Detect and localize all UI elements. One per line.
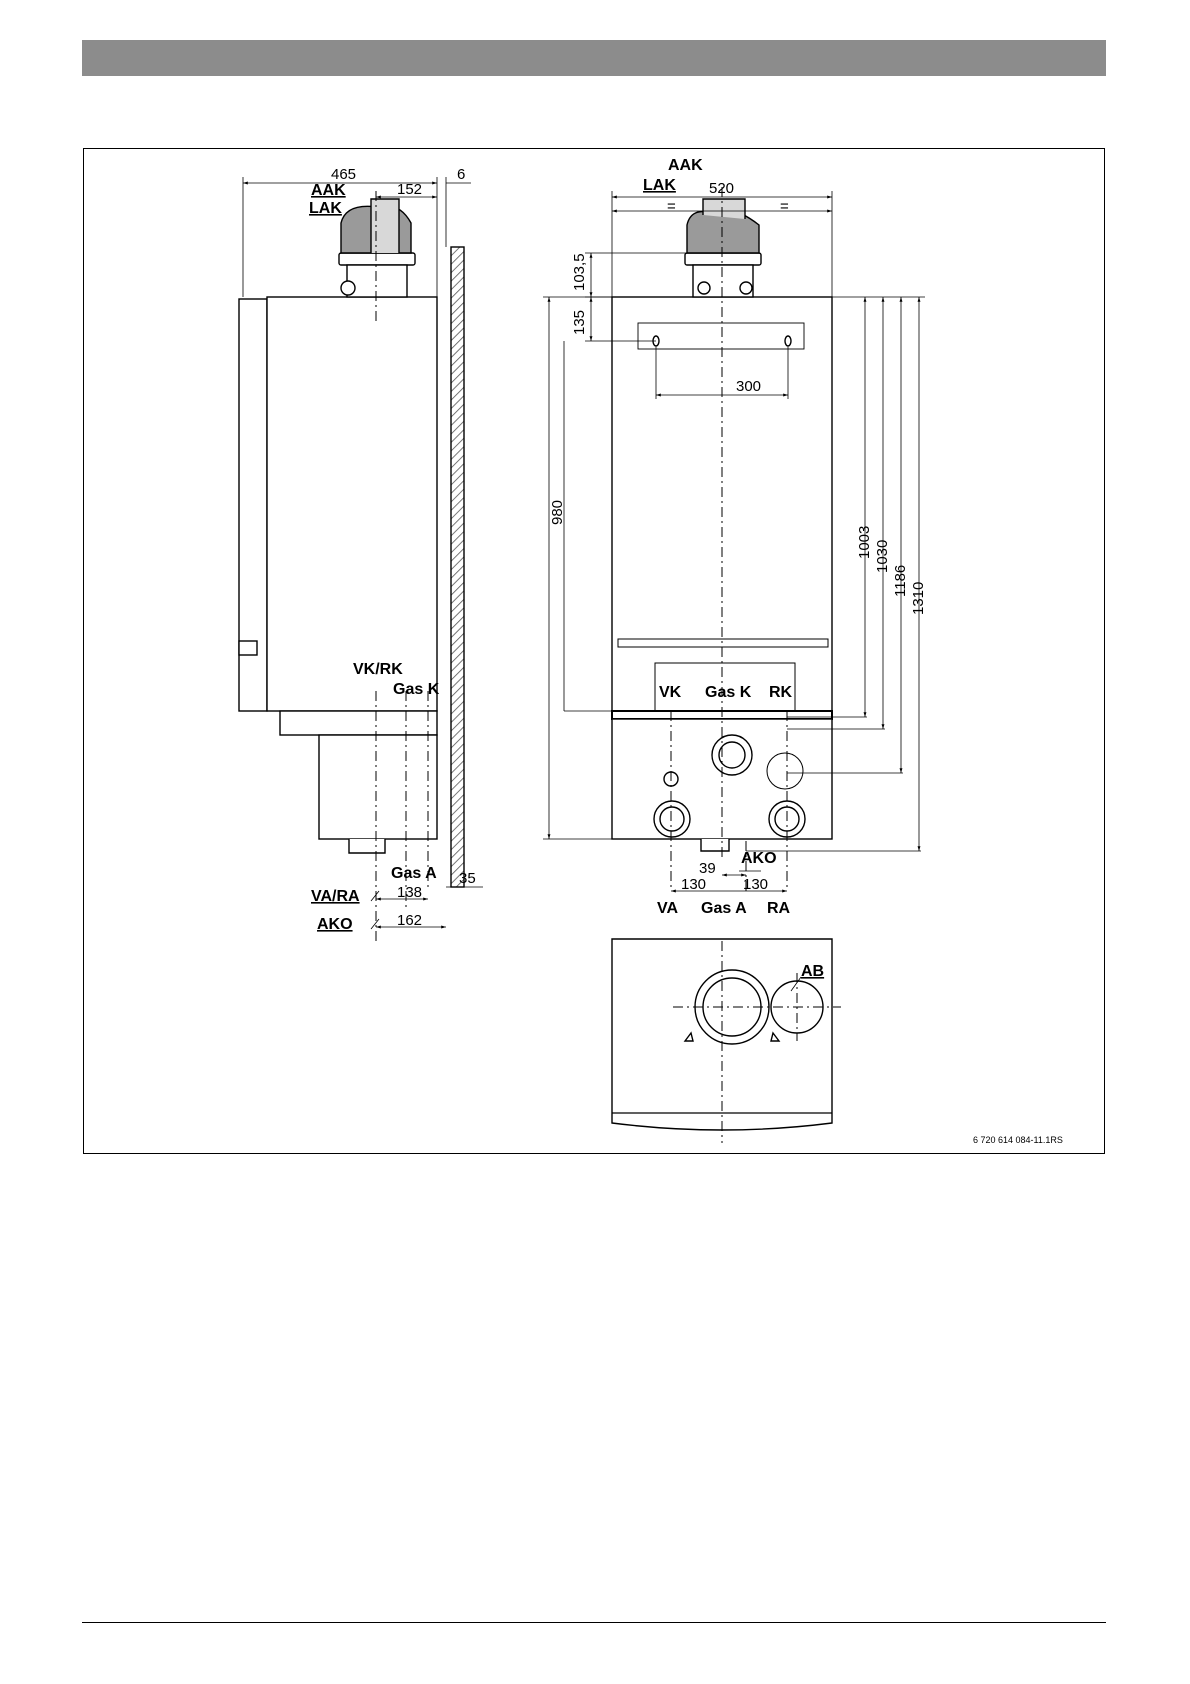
front-label-rk: RK [769,684,793,701]
label-ab: AB [801,963,825,980]
side-view [239,177,483,941]
dim-130-left: 130 [681,876,707,893]
dim-103-5: 103,5 [571,253,588,291]
label-vk-rk: VK/RK [353,661,403,678]
front-label-gas-k: Gas K [705,684,752,701]
label-va-ra: VA/RA [311,888,360,905]
dim-1003: 1003 [856,525,873,559]
footer-rule [82,1622,1106,1623]
label-aak: AAK [311,182,346,199]
dim-39: 39 [699,860,716,877]
front-label-ra: RA [767,900,791,917]
dim-1310: 1310 [910,581,927,615]
dim-1186: 1186 [892,564,909,597]
side-casing [267,297,437,711]
dim-300: 300 [736,378,762,395]
front-label-va: VA [657,900,679,917]
dim-152: 152 [397,181,423,198]
label-lak: LAK [309,200,342,217]
label-gas-k: Gas K [393,681,440,698]
dim-35: 35 [459,870,476,887]
dim-980: 980 [549,499,566,525]
dim-eq-left: = [667,198,676,215]
label-gas-a: Gas A [391,865,437,882]
front-label-aak: AAK [668,157,703,174]
figure-reference: 6 720 614 084-11.1RS [973,1135,1063,1145]
bottom-view-labels [801,963,824,980]
dim-520: 520 [709,180,735,197]
dimension-drawing-frame [83,148,1105,1154]
dim-1030: 1030 [874,539,891,573]
front-label-vk: VK [659,684,682,701]
label-ako: AKO [317,916,353,933]
front-label-ako: AKO [741,850,777,867]
front-label-lak: LAK [643,177,676,194]
dim-138: 138 [397,884,423,901]
front-label-gas-a: Gas A [701,900,747,917]
dimension-drawing [84,149,1104,1153]
wall-hatch [451,247,464,887]
dim-135: 135 [571,309,588,335]
side-hydraulic-block [319,735,437,839]
dim-162: 162 [397,912,423,929]
dim-eq-right: = [780,198,789,215]
dim-130-right: 130 [743,876,769,893]
header-bar [82,40,1106,76]
dim-465: 465 [331,166,357,183]
dim-6: 6 [457,166,466,183]
